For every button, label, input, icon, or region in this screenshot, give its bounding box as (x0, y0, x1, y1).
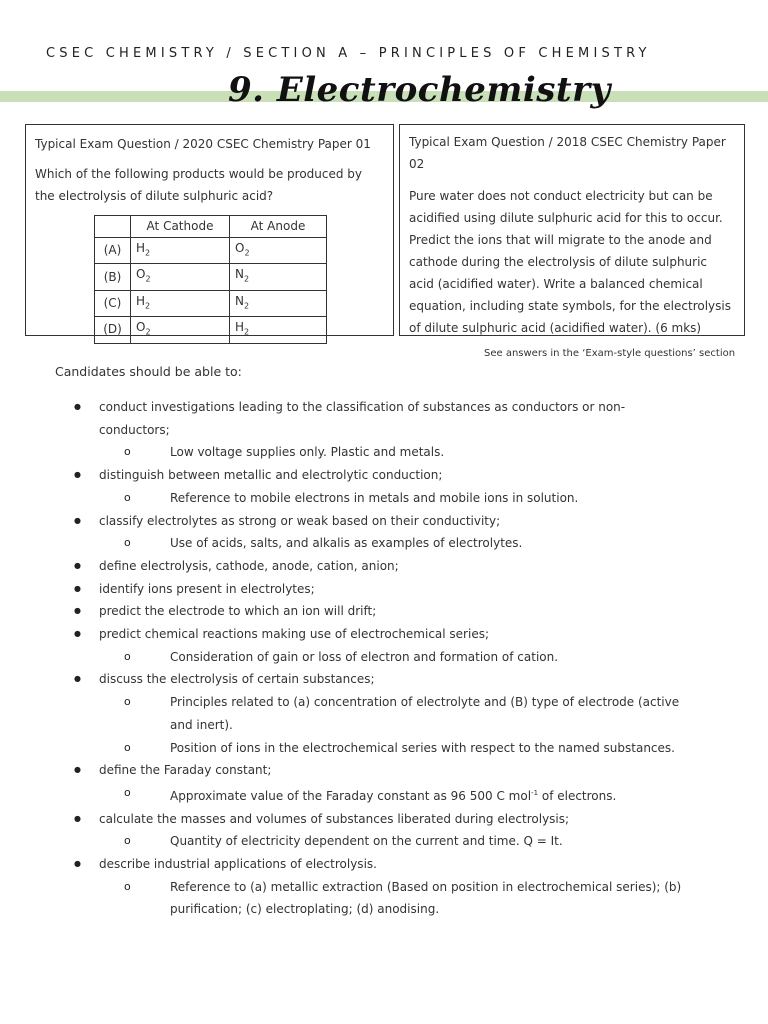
answer-options-table (94, 215, 327, 344)
sub-list-item: o Quantity of electricity dependent on the current and time. Q = It. (124, 830, 684, 853)
option-label: (C) (95, 290, 131, 316)
question-text: Pure water does not conduct electricity but can be acidified using dilute sulphuric acid for this to occur. Predict the ions that will migrate to the anode and cathode during the electrolysis of dilute sulphuric acid (acidified water). Write a balanced chemical equation, including state symbols, for the electrolysis of dilute sulphuric acid (acidified water). (6 mks) (409, 189, 731, 335)
table-row (95, 238, 327, 264)
objective-text: define the Faraday constant; (99, 763, 272, 778)
sub-list-item: o Low voltage supplies only. Plastic and metals. (124, 441, 684, 464)
list-item (74, 555, 684, 578)
list-item (74, 600, 684, 623)
sub-list-item: o Principles related to (a) concentration of electrolyte and (B) type of electrode (active and inert). (124, 691, 684, 736)
option-label: (B) (95, 264, 131, 290)
anode-product: $H_2$ (230, 317, 327, 343)
objective-text: distinguish between metallic and electrolytic conduction; (99, 468, 443, 483)
objective-text: predict the electrode to which an ion will drift; (99, 604, 377, 619)
section-header: CSEC CHEMISTRY / SECTION A – PRINCIPLES OF CHEMISTRY (46, 46, 651, 61)
table-row (95, 264, 327, 290)
anode-product: $O_2$ (230, 238, 327, 264)
question-title: Typical Exam Question / 2020 CSEC Chemistry Paper 01 (35, 137, 371, 151)
objective-text: calculate the masses and volumes of substances liberated during electrolysis; (99, 811, 570, 826)
list-item (74, 578, 684, 601)
objective-text: classify electrolytes as strong or weak based on their conductivity; (99, 513, 501, 528)
list-item (74, 759, 684, 807)
objective-text: identify ions present in electrolytes; (99, 581, 315, 596)
question-title: Typical Exam Question / 2018 CSEC Chemistry Paper 02 (409, 135, 726, 171)
objective-text: predict chemical reactions making use of electrochemical series; (99, 627, 490, 642)
table-row (95, 290, 327, 316)
sub-list-item: o Approximate value of the Faraday constant as 96 500 C mol$^{-1}$ of electrons. (124, 782, 684, 808)
exam-question-right (399, 124, 745, 336)
table-header-cell: At Cathode (131, 216, 230, 238)
objective-text: conduct investigations leading to the classification of substances as conductors or non-conductors; (99, 400, 626, 437)
objectives-list (74, 396, 684, 921)
list-item (74, 396, 684, 464)
sub-list-item: o Consideration of gain or loss of electron and formation of cation. (124, 646, 684, 669)
cathode-product: $H_2$ (131, 290, 230, 316)
anode-product: $N_2$ (230, 264, 327, 290)
objectives-intro: Candidates should be able to: (55, 364, 242, 379)
list-item (74, 808, 684, 853)
list-item (74, 668, 684, 759)
list-item (74, 510, 684, 555)
cathode-product: $O_2$ (131, 317, 230, 343)
option-label: (D) (95, 317, 131, 343)
sub-list-item: o Use of acids, salts, and alkalis as examples of electrolytes. (124, 532, 684, 555)
table-header-row (95, 216, 327, 238)
list-item (74, 623, 684, 668)
cathode-product: $H_2$ (131, 238, 230, 264)
page-title: 9. Electrochemistry (228, 70, 611, 110)
table-header-cell (95, 216, 131, 238)
list-item (74, 853, 684, 921)
cathode-product: $O_2$ (131, 264, 230, 290)
sub-list-item: o Reference to mobile electrons in metals and mobile ions in solution. (124, 487, 684, 510)
sub-list-item: o Reference to (a) metallic extraction (Based on position in electrochemical series); (b) purification; (c) electroplating; (d) anodising. (124, 876, 684, 921)
option-label: (A) (95, 238, 131, 264)
table-row (95, 317, 327, 343)
objective-text: discuss the electrolysis of certain substances; (99, 672, 375, 687)
table-header-cell: At Anode (230, 216, 327, 238)
objective-text: describe industrial applications of electrolysis. (99, 857, 377, 872)
question-text: Which of the following products would be produced by the electrolysis of dilute sulphuric acid? (35, 167, 363, 203)
objective-text: define electrolysis, cathode, anode, cation, anion; (99, 558, 399, 573)
answers-note: See answers in the ‘Exam-style questions’ section (484, 348, 736, 359)
anode-product: $N_2$ (230, 290, 327, 316)
sub-list-item: o Position of ions in the electrochemical series with respect to the named substances. (124, 737, 684, 760)
list-item (74, 464, 684, 509)
exam-question-left (25, 124, 394, 336)
